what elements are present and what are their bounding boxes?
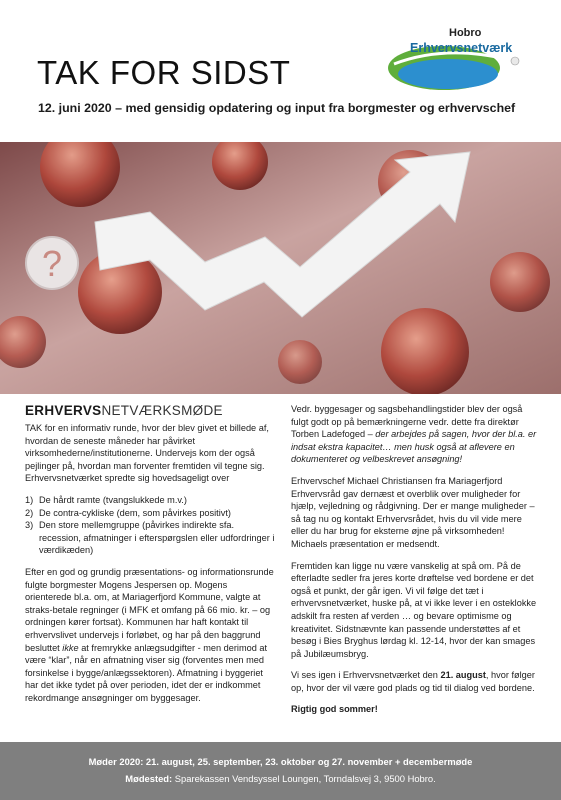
meeting-venue [0,773,561,784]
future-paragraph: Fremtiden kan ligge nu være vanskelig at spå om. På de efterladte sedler fra jeres korte drøftelse ved bordene er det også et punkt, der går igen. Vi vil følge det tæt i erhvervsnetværket, huske på, at vi ikke lever i en osteklokke adskilt fra resten af verden … og bevare optimisme og kreativitet. Sidstnævnte kan passende understøttes af et besøg i Bies Bryghus lørdag kl. 12-14, hvor der kan smages på Jubilæumsbryg. [291,560,537,659]
list-number: 2) [25,507,34,518]
page-subtitle: 12. juni 2020 – med gensidig opdatering og input fra borgmester og erhvervschef [38,101,516,115]
venue-label: Mødested: [125,773,173,784]
svg-text:?: ? [41,243,63,284]
list-number: 3) [25,520,34,531]
next-meeting-date: 21. august [440,670,486,681]
mayor-text-emphasis: ikke [62,642,79,653]
logo-text-hobro: Hobro [449,27,482,39]
hero-virus-image [0,142,561,394]
next-meeting-paragraph [291,669,541,694]
list-text: Den store mellemgruppe (påvirkes indirekte sfa. recession, afmatninger i efterspørgslen eller udfordringer i værdikæden) [39,520,275,556]
building-paragraph [291,403,541,466]
intro-paragraph: TAK for en informativ runde, hvor der blev givet et billede af, hvordan de seneste måneder har påvirket virksomhederne/institutionerne. Undervejs kom der også pejlinger på, hvordan man forventer fremtiden vil tegne sig. Erhvervsnetværket spredte sig hovedsageligt over [25,423,269,484]
footer-bar [0,742,561,800]
section-title-light: NETVÆRKSMØDE [101,403,223,418]
page-title: TAK FOR SIDST [37,54,291,91]
right-column [291,403,541,725]
section-title-bold: ERHVERVS [25,403,102,418]
meeting-dates: Møder 2020: 21. august, 25. september, 23. oktober og 27. november + decembermøde [88,756,473,767]
next-meeting-text-a: Vi ses igen i Erhvervsnetværket den [291,670,441,681]
list-item [25,494,275,507]
mayor-text-b: at fremrykke anlægsudgifter - men derimod at være “klar”, når en afmatning viser sig (forventes men med forsinkelse i bygge/anlægssektoren). Afmatning i byggeriet har det ikke tydet på over perioden, idet der er indkommet rekordmange ansøgninger om byggesager. [25,642,268,703]
list-item [25,519,275,557]
business-chief-paragraph: Erhvervschef Michael Christiansen fra Mariagerfjord Erhvervsråd gav dernæst et overblik over muligheder for hjælp, vejledning og rådgivning. Der er mange muligheder – så tag nu og kontakt Erhvervsrådet, hvis du vil vide mere eller du har brug for eksterne øjne på virksomheden! Michaels præsentation er medsendt. [291,475,535,549]
list-item [25,507,275,520]
category-list [25,494,275,557]
closing-greeting: Rigtig god sommer! [291,704,378,715]
building-text: Vedr. byggesager og sagsbehandlingstider blev der også fulgt godt op på bemærkningerne vedr. dette fra direktør Torben Ladefoged – [291,404,523,440]
building-text-emphasis: der arbejdes på sagen, hvor der bl.a. er indsat ekstra kapacitet… men husk også at aflevere en dokumenteret og velbeskrevet ansøgning! [291,429,537,465]
section-title [25,403,275,419]
mayor-paragraph [25,566,275,705]
list-number: 1) [25,494,34,505]
list-text: De hårdt ramte (tvangslukkede m.v.) [39,494,187,505]
list-text: De contra-cykliske (dem, som påvirkes positivt) [39,507,231,518]
logo-text-erhvervsnetvaerk: Erhvervsnetværk [410,41,513,55]
venue-address: Sparekassen Vendsyssel Loungen, Torndalsvej 3, 9500 Hobro. [174,773,436,784]
mayor-text-a: Efter en god og grundig præsentations- og informationsrunde fulgte borgmester Mogens Jespersen op. Mogens orienterede bl.a. om, at Mariagerfjord Kommune, valgte at straks-betale regninger (i MFK et omfang på 66 mio. kr. – og ordningen kører fortsat). Kommunen har haft kontakt til erhvervslivet undervejs i forløbet, og har på den baggrund besluttet [25,566,274,653]
left-column [25,403,275,713]
next-meeting-text-b: , hvor følger op, hvor der vil være god plads og tid til dialog ved bordene. [291,670,535,693]
question-mark-icon [26,237,78,289]
